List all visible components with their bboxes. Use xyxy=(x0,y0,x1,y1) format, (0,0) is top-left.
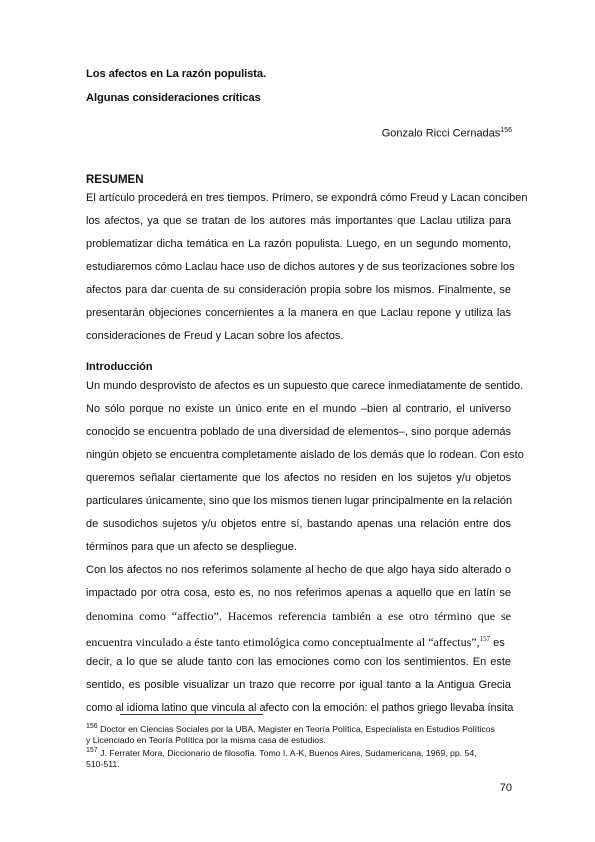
footnote-156 xyxy=(86,721,516,747)
footnote-line: y Licenciado en Teoría Política por la misma casa de estudios. xyxy=(86,735,326,746)
resumen-line: presentarán objeciones concernientes a la manera en que Laclau repone y utiliza las xyxy=(86,307,511,319)
intro-heading: Introducción xyxy=(86,361,153,373)
intro-line: denomina como “affectio”. Hacemos referencia también a ese otro término que se xyxy=(86,609,511,623)
resumen-line: afectos para dar cuenta de su consideración propia sobre los mismos. Finalmente, se xyxy=(86,284,511,296)
article-title: Los afectos en La razón populista. xyxy=(86,68,266,80)
footnote-line xyxy=(86,745,516,759)
intro-line: decir, a lo que se alude tanto con las emociones como con los sentimientos. En este xyxy=(86,656,511,668)
resumen-line: problematizar dicha temática en La razón populista. Luego, en un segundo momento, xyxy=(86,238,511,250)
article-subtitle: Algunas consideraciones críticas xyxy=(86,92,261,104)
intro-line-text: es xyxy=(490,637,505,649)
resumen-line: consideraciones de Freud y Lacan sobre los afectos. xyxy=(86,330,344,342)
resumen-line: estudiaremos cómo Laclau hace uso de dichos autores y de sus teorizaciones sobre los xyxy=(86,261,515,273)
footnote-number: 157 xyxy=(86,747,98,754)
footnote-ref-157: 157 xyxy=(479,635,491,643)
page-number: 70 xyxy=(499,782,512,794)
author-text: Gonzalo Ricci Cernadas xyxy=(381,127,501,140)
intro-line: sentido, es posible visualizar un trazo que recorre por igual tanto a la Antigua Grecia xyxy=(86,679,511,691)
footnote-separator xyxy=(120,714,263,715)
intro-line: queremos señalar ciertamente que los afectos no residen en los sujetos y/u objetos xyxy=(86,472,511,484)
author-name xyxy=(382,127,512,140)
intro-line: conocido se encuentra poblado de una diversidad de elementos–, sino porque además xyxy=(86,426,511,438)
intro-line-text: encuentra vinculado a éste tanto etimológica como conceptualmente al “affectus”, xyxy=(86,635,480,649)
intro-line: de susodichos sujetos y/u objetos entre sí, bastando apenas una relación entre dos xyxy=(86,518,511,530)
author-footnote-ref: 156 xyxy=(500,127,512,134)
intro-line: particulares únicamente, sino que los mismos tienen lugar principalmente en la relación xyxy=(86,495,513,507)
intro-line: impactado por otra cosa, esto es, no nos referimos apenas a aquello que en latín se xyxy=(86,587,511,599)
intro-line-with-note xyxy=(86,632,511,650)
intro-line: Un mundo desprovisto de afectos es un supuesto que carece inmediatamente de sentido. xyxy=(86,380,524,392)
footnote-text: J. Ferrater Mora, Diccionario de filosofía. Tomo I. A-K, Buenos Aires, Sudamericana, 1969, pp. 54, xyxy=(97,747,477,758)
intro-line: como al idioma latino que vincula al afecto con la emoción: el pathos griego llevaba ínsita xyxy=(86,702,514,714)
footnote-text: Doctor en Ciencias Sociales por la UBA, Magister en Teoría Política, Especialista en Estudios Políticos xyxy=(97,723,495,734)
resumen-heading: RESUMEN xyxy=(86,174,144,186)
footnote-number: 156 xyxy=(86,723,98,730)
resumen-line: los afectos, ya que se tratan de los autores más importantes que Laclau utiliza para xyxy=(86,215,511,227)
intro-line: ningún objeto se encuentra completamente aislado de los demás que lo rodean. Con esto xyxy=(86,449,524,461)
footnote-line: 510-511. xyxy=(86,759,120,770)
resumen-line: El artículo procederá en tres tiempos. Primero, se expondrá cómo Freud y Lacan conciben xyxy=(86,192,528,204)
footnote-line xyxy=(86,721,516,735)
intro-line: No sólo porque no existe un único ente en el mundo –bien al contrario, el universo xyxy=(86,403,511,415)
footnote-157 xyxy=(86,745,516,771)
intro-line: Con los afectos no nos referimos solamente al hecho de que algo haya sido alterado o xyxy=(86,564,511,576)
intro-line: términos para que un afecto se despliegue. xyxy=(86,541,297,553)
